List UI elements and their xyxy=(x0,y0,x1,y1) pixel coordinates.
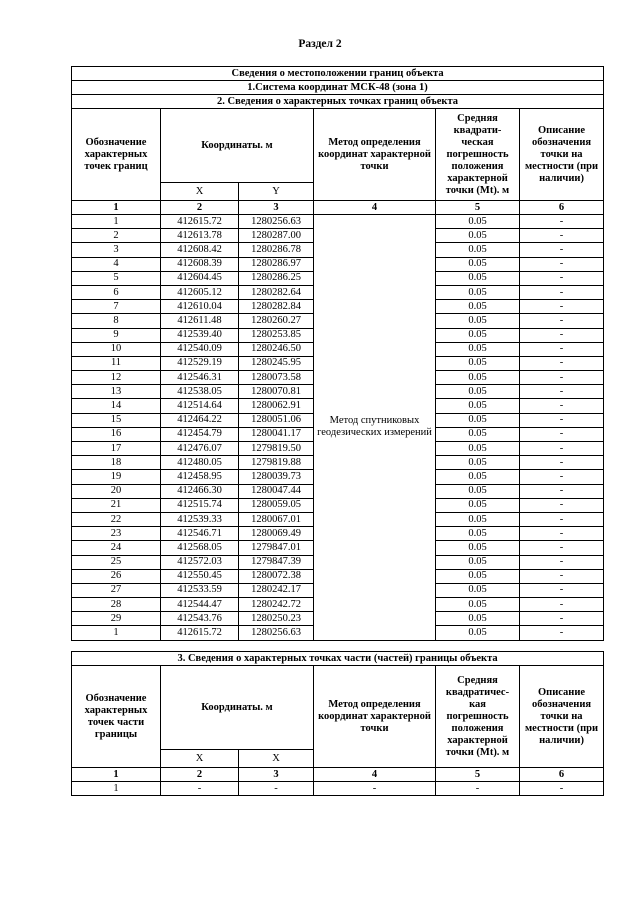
description-value: - xyxy=(520,285,604,299)
coord-y: 1280250.23 xyxy=(239,612,314,626)
accuracy-value: 0.05 xyxy=(436,569,520,583)
point-number: 9 xyxy=(72,328,161,342)
point-number: 12 xyxy=(72,371,161,385)
point-number: 1 xyxy=(72,626,161,640)
header-x: X xyxy=(161,183,239,201)
description-value: - xyxy=(520,413,604,427)
accuracy-value: 0.05 xyxy=(436,541,520,555)
accuracy-value: 0.05 xyxy=(436,257,520,271)
coord-x: 412605.12 xyxy=(161,285,239,299)
col-number: 4 xyxy=(314,768,436,782)
accuracy-value: 0.05 xyxy=(436,385,520,399)
description-value: - xyxy=(520,300,604,314)
point-number: 27 xyxy=(72,583,161,597)
section-title: Сведения о местоположении границ объекта xyxy=(72,67,604,81)
description-value: - xyxy=(520,512,604,526)
point-number: 19 xyxy=(72,470,161,484)
point-number: 23 xyxy=(72,527,161,541)
accuracy-value: 0.05 xyxy=(436,356,520,370)
col-number: 4 xyxy=(314,201,436,215)
header-accuracy: Средняя квадратичес-кая погрешность положения характерной точки (Mt). м xyxy=(436,666,520,768)
coord-x: 412476.07 xyxy=(161,442,239,456)
header-description: Описание обозначения точки на местности (при наличии) xyxy=(520,666,604,768)
description-value: - xyxy=(520,484,604,498)
coord-x: 412604.45 xyxy=(161,271,239,285)
point-number: 7 xyxy=(72,300,161,314)
coord-y: 1280282.84 xyxy=(239,300,314,314)
col-number: 2 xyxy=(161,768,239,782)
coord-x: 412464.22 xyxy=(161,413,239,427)
description-value: - xyxy=(520,782,604,796)
accuracy-value: 0.05 xyxy=(436,626,520,640)
coord-x: 412533.59 xyxy=(161,583,239,597)
accuracy-value: 0.05 xyxy=(436,427,520,441)
header-description: Описание обозначения точки на местности (при наличии) xyxy=(520,109,604,201)
header-x: X xyxy=(161,750,239,768)
point-number: 15 xyxy=(72,413,161,427)
coord-x: 412539.33 xyxy=(161,512,239,526)
header-coords: Координаты. м xyxy=(161,666,314,750)
accuracy-value: 0.05 xyxy=(436,300,520,314)
accuracy-value: 0.05 xyxy=(436,498,520,512)
header-coords: Координаты. м xyxy=(161,109,314,183)
description-value: - xyxy=(520,257,604,271)
description-value: - xyxy=(520,527,604,541)
coord-y: 1280069.49 xyxy=(239,527,314,541)
point-number: 3 xyxy=(72,243,161,257)
description-value: - xyxy=(520,612,604,626)
coord-y: 1280041.17 xyxy=(239,427,314,441)
coord-x: 412572.03 xyxy=(161,555,239,569)
accuracy-value: 0.05 xyxy=(436,371,520,385)
coord-x: 412610.04 xyxy=(161,300,239,314)
coord-x: 412608.42 xyxy=(161,243,239,257)
description-value: - xyxy=(520,229,604,243)
coord-x: 412539.40 xyxy=(161,328,239,342)
coord-x: 412515.74 xyxy=(161,498,239,512)
description-value: - xyxy=(520,356,604,370)
description-value: - xyxy=(520,555,604,569)
coord-y: 1280073.58 xyxy=(239,371,314,385)
page-title: Раздел 2 xyxy=(298,38,342,50)
accuracy-value: 0.05 xyxy=(436,243,520,257)
coord-system-title: 1.Система координат МСК-48 (зона 1) xyxy=(72,81,604,95)
accuracy-value: 0.05 xyxy=(436,612,520,626)
coord-x: 412615.72 xyxy=(161,215,239,229)
coord-y: 1280256.63 xyxy=(239,215,314,229)
description-value: - xyxy=(520,314,604,328)
point-number: 29 xyxy=(72,612,161,626)
col-number: 6 xyxy=(520,201,604,215)
coord-x: 412613.78 xyxy=(161,229,239,243)
col-number: 6 xyxy=(520,768,604,782)
coord-y: 1280260.27 xyxy=(239,314,314,328)
accuracy-value: 0.05 xyxy=(436,470,520,484)
coord-y: 1280246.50 xyxy=(239,342,314,356)
accuracy-value: 0.05 xyxy=(436,413,520,427)
coord-x: 412615.72 xyxy=(161,626,239,640)
coord-x: 412546.31 xyxy=(161,371,239,385)
coord-y: 1280256.63 xyxy=(239,626,314,640)
coord-y: 1280282.64 xyxy=(239,285,314,299)
coord-x: 412543.76 xyxy=(161,612,239,626)
coord-y: 1279847.39 xyxy=(239,555,314,569)
point-number: 21 xyxy=(72,498,161,512)
description-value: - xyxy=(520,442,604,456)
accuracy-value: 0.05 xyxy=(436,484,520,498)
coord-x: 412608.39 xyxy=(161,257,239,271)
accuracy-value: 0.05 xyxy=(436,442,520,456)
col-number: 3 xyxy=(239,201,314,215)
coord-x: 412540.09 xyxy=(161,342,239,356)
coord-x: 412568.05 xyxy=(161,541,239,555)
coord-x: 412546.71 xyxy=(161,527,239,541)
coord-y: 1280286.78 xyxy=(239,243,314,257)
table-row xyxy=(72,215,604,229)
accuracy-value: 0.05 xyxy=(436,527,520,541)
point-number: 10 xyxy=(72,342,161,356)
coord-y: 1280286.97 xyxy=(239,257,314,271)
description-value: - xyxy=(520,342,604,356)
description-value: - xyxy=(520,470,604,484)
coord-x: 412544.47 xyxy=(161,598,239,612)
coord-y: 1280039.73 xyxy=(239,470,314,484)
point-number: 2 xyxy=(72,229,161,243)
description-value: - xyxy=(520,427,604,441)
accuracy-value: 0.05 xyxy=(436,399,520,413)
point-number: 13 xyxy=(72,385,161,399)
col-number: 1 xyxy=(72,201,161,215)
coord-y: 1280051.06 xyxy=(239,413,314,427)
description-value: - xyxy=(520,583,604,597)
point-number: 22 xyxy=(72,512,161,526)
col-number: 1 xyxy=(72,768,161,782)
coord-y: 1280253.85 xyxy=(239,328,314,342)
point-number: 6 xyxy=(72,285,161,299)
coord-y: 1280242.72 xyxy=(239,598,314,612)
description-value: - xyxy=(520,399,604,413)
coord-x: 412466.30 xyxy=(161,484,239,498)
point-number: 26 xyxy=(72,569,161,583)
point-number: 1 xyxy=(72,215,161,229)
header-method: Метод определения координат характерной точки xyxy=(314,109,436,201)
point-number: 17 xyxy=(72,442,161,456)
accuracy-value: 0.05 xyxy=(436,598,520,612)
description-value: - xyxy=(520,456,604,470)
coord-y: 1280286.25 xyxy=(239,271,314,285)
part3-title: 3. Сведения о характерных точках части (частей) границы объекта xyxy=(72,652,604,666)
header-y: Y xyxy=(239,183,314,201)
col-number: 3 xyxy=(239,768,314,782)
coord-x: 412480.05 xyxy=(161,456,239,470)
coord-y: 1279819.88 xyxy=(239,456,314,470)
method-value: - xyxy=(314,782,436,796)
header-y: X xyxy=(239,750,314,768)
part-boundary-points-table xyxy=(71,651,604,796)
point-number: 5 xyxy=(72,271,161,285)
accuracy-value: 0.05 xyxy=(436,271,520,285)
accuracy-value: 0.05 xyxy=(436,215,520,229)
description-value: - xyxy=(520,598,604,612)
coord-y: 1280072.38 xyxy=(239,569,314,583)
accuracy-value: 0.05 xyxy=(436,456,520,470)
coord-y: 1280245.95 xyxy=(239,356,314,370)
accuracy-value: 0.05 xyxy=(436,583,520,597)
description-value: - xyxy=(520,271,604,285)
accuracy-value: 0.05 xyxy=(436,555,520,569)
accuracy-value: 0.05 xyxy=(436,512,520,526)
coord-y: 1280062.91 xyxy=(239,399,314,413)
coord-x: - xyxy=(161,782,239,796)
point-number: 28 xyxy=(72,598,161,612)
point-number: 25 xyxy=(72,555,161,569)
coord-x: 412458.95 xyxy=(161,470,239,484)
description-value: - xyxy=(520,541,604,555)
boundary-points-table xyxy=(71,66,604,641)
coord-y: 1280242.17 xyxy=(239,583,314,597)
point-number: 4 xyxy=(72,257,161,271)
method-cell: Метод спутниковых геодезических измерений xyxy=(314,215,436,641)
coord-x: 412611.48 xyxy=(161,314,239,328)
coord-y: 1279819.50 xyxy=(239,442,314,456)
description-value: - xyxy=(520,215,604,229)
table-row xyxy=(72,782,604,796)
coord-y: 1280067.01 xyxy=(239,512,314,526)
point-number: 18 xyxy=(72,456,161,470)
point-number: 16 xyxy=(72,427,161,441)
description-value: - xyxy=(520,243,604,257)
description-value: - xyxy=(520,385,604,399)
accuracy-value: 0.05 xyxy=(436,314,520,328)
accuracy-value: 0.05 xyxy=(436,285,520,299)
col-number: 2 xyxy=(161,201,239,215)
coord-x: 412550.45 xyxy=(161,569,239,583)
coord-x: 412529.19 xyxy=(161,356,239,370)
point-number: 8 xyxy=(72,314,161,328)
coord-x: 412454.79 xyxy=(161,427,239,441)
coord-y: 1280047.44 xyxy=(239,484,314,498)
accuracy-value: 0.05 xyxy=(436,342,520,356)
header-point: Обозначение характерных точек части границы xyxy=(72,666,161,768)
description-value: - xyxy=(520,498,604,512)
point-number: 24 xyxy=(72,541,161,555)
col-number: 5 xyxy=(436,201,520,215)
description-value: - xyxy=(520,371,604,385)
description-value: - xyxy=(520,626,604,640)
coord-x: 412538.05 xyxy=(161,385,239,399)
coord-x: 412514.64 xyxy=(161,399,239,413)
coord-y: 1280059.05 xyxy=(239,498,314,512)
header-point: Обозначение характерных точек границ xyxy=(72,109,161,201)
point-number: 20 xyxy=(72,484,161,498)
header-method: Метод определения координат характерной точки xyxy=(314,666,436,768)
coord-y: 1279847.01 xyxy=(239,541,314,555)
col-number: 5 xyxy=(436,768,520,782)
coord-y: - xyxy=(239,782,314,796)
coord-y: 1280287.00 xyxy=(239,229,314,243)
accuracy-value: - xyxy=(436,782,520,796)
description-value: - xyxy=(520,569,604,583)
accuracy-value: 0.05 xyxy=(436,328,520,342)
part2-title: 2. Сведения о характерных точках границ объекта xyxy=(72,95,604,109)
accuracy-value: 0.05 xyxy=(436,229,520,243)
description-value: - xyxy=(520,328,604,342)
point-number: 1 xyxy=(72,782,161,796)
coord-y: 1280070.81 xyxy=(239,385,314,399)
header-accuracy: Средняя квадрати-ческая погрешность положения характерной точки (Mt). м xyxy=(436,109,520,201)
point-number: 11 xyxy=(72,356,161,370)
point-number: 14 xyxy=(72,399,161,413)
